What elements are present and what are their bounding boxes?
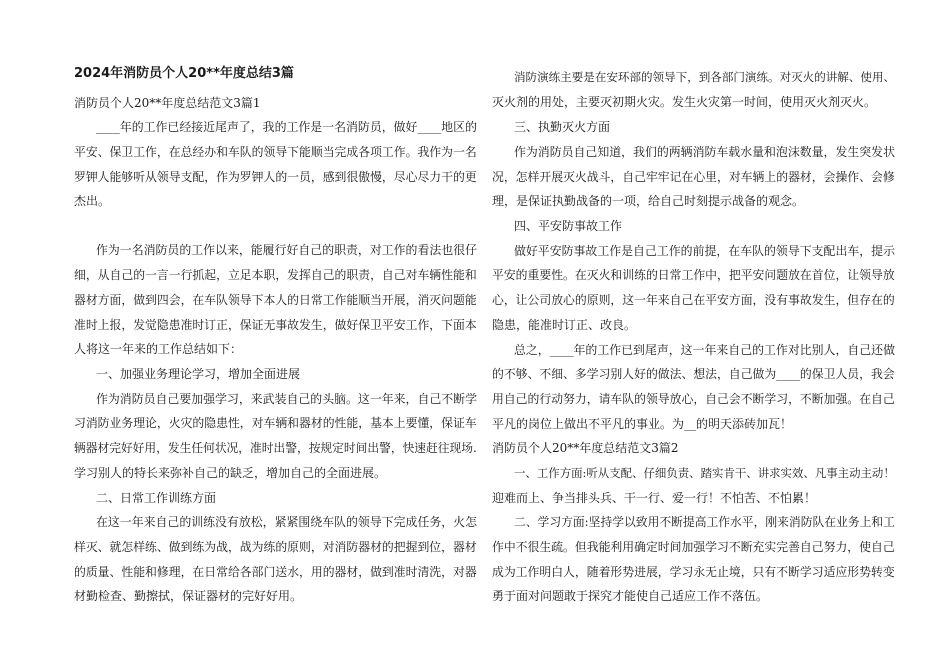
subsection-heading: 二、日常工作训练方面 (96, 491, 217, 505)
paragraph-line: 作中不很生疏。但我能利用确定时间加强学习不断充实完善自己努力，使自己 (492, 540, 895, 554)
paragraph-line: 迎难而上、争当排头兵、干一行、爱一行！不怕苦、不怕累！ (492, 491, 817, 505)
paragraph-line: 隐患，能准时订正、改良。 (492, 318, 637, 332)
paragraph-line: 作为消防员自己要加强学习，来武装自己的头脑。这一年来，自己不断学 (96, 392, 477, 406)
paragraph-line: 样灭、就怎样练、做到练为战，战为练的原则，对消防器材的把握到位，器材 (74, 540, 477, 554)
section-heading: 消防员个人20**年度总结范文3篇2 (492, 441, 679, 455)
paragraph-line: 二、学习方面:坚持学以致用不断提高工作水平，刚来消防队在业务上和工 (514, 515, 895, 529)
section-heading: 消防员个人20**年度总结范文3篇1 (74, 96, 261, 110)
paragraph-line: 况，怎样开展灭火战斗，自己牢牢记在心里，对车辆上的器材，会操作、会修 (492, 170, 895, 184)
paragraph-line: 学习别人的特长来弥补自己的缺乏，增加自己的全面进展。 (74, 466, 387, 480)
paragraph-line: 总之，____年的工作已到尾声，这一年来自己的工作对比别人，自己还做 (514, 343, 895, 357)
paragraph-line: 一、工作方面:听从支配、仔细负责、踏实肯干、讲求实效、凡事主动主动！ (514, 466, 895, 480)
paragraph-line: 材勤检查、勤擦拭，保证器材的完好好用。 (74, 589, 303, 603)
paragraph-line: 器材方面，做到四会，在车队领导下本人的日常工作能顺当开展，消灭问题能 (74, 293, 477, 307)
paragraph-line: 辆器材完好好用，发生任何状况，准时出警，按规定时间出警，快速赶往现场. (74, 441, 477, 455)
subsection-heading: 四、平安防事故工作 (514, 219, 623, 233)
paragraph-line: 杰出。 (74, 194, 111, 208)
paragraph-line: 灭火剂的用处，主要灭初期火灾。发生火灾第一时间，使用灭火剂灭火。 (492, 95, 877, 109)
paragraph-line: 准时上报，发觉隐患准时订正，保证无事故发生，做好保卫平安工作，下面本 (74, 318, 477, 332)
subsection-heading: 一、加强业务理论学习，增加全面进展 (96, 367, 301, 381)
paragraph-line: 消防演练主要是在安环部的领导下，到各部门演练。对灭火的讲解、使用、 (514, 70, 896, 84)
paragraph-line: 作为一名消防员的工作以来，能履行好自己的职责，对工作的看法也很仔 (96, 243, 477, 257)
paragraph-line: 的质量、性能和修理，在日常给各部门送水，用的器材，做到准时清洗，对器 (74, 565, 477, 579)
document-title: 2024年消防员个人20**年度总结3篇 (74, 66, 294, 81)
paragraph-line: 作为消防员自己知道，我们的两辆消防车载水量和泡沫数量，发生突发状 (514, 145, 895, 159)
paragraph-line: 的不够、不细、多学习别人好的做法、想法，自己做为____的保卫人员，我会 (492, 367, 895, 381)
paragraph-line: 成为工作明白人，随着形势进展，学习永无止境，只有不断学习适应形势转变 (492, 565, 895, 579)
paragraph-line: ____年的工作已经接近尾声了，我的工作是一名消防员，做好____地区的 (96, 120, 477, 134)
paragraph-line: 细，从自己的一言一行抓起，立足本职，发挥自己的职责，自己对车辆性能和 (74, 268, 477, 282)
paragraph-line: 罗钾人能够听从领导支配，作为罗钾人的一员，感到很傲慢，尽心尽力干的更 (74, 170, 477, 184)
paragraph-line: 平安的重要性。在灭火和训练的日常工作中，把平安问题放在首位，让领导放 (492, 268, 895, 282)
paragraph-line: 理，是保证执勤战备的一项，给自己时刻提示战备的观念。 (492, 194, 805, 208)
paragraph-line: 心，让公司放心的原则，这一年来自己在平安方面，没有事故发生，但存在的 (492, 293, 895, 307)
paragraph-line: 用自己的行动努力，请车队的领导放心，自己会不断学习，不断加强。在自己 (492, 392, 895, 406)
paragraph-line: 人将这一年来的工作总结如下： (74, 342, 243, 356)
paragraph-line: 平凡的岗位上做出不平凡的事业。为__的明天添砖加瓦！ (492, 417, 793, 431)
paragraph-line: 在这一年来自己的训练没有放松，紧紧围绕车队的领导下完成任务，火怎 (96, 515, 477, 529)
paragraph-line: 习消防业务理论，火灾的隐患性，对车辆和器材的性能，基本上要懂，保证车 (74, 416, 477, 430)
paragraph-line: 平安、保卫工作，在总经办和车队的领导下能顺当完成各项工作。我作为一名 (74, 145, 477, 159)
paragraph-line: 勇于面对问题敢于探究才能使自己适应工作不落伍。 (492, 589, 769, 603)
paragraph-line: 做好平安防事故工作是自己工作的前提，在车队的领导下支配出车，提示 (514, 244, 895, 258)
subsection-heading: 三、执勤灭火方面 (514, 120, 611, 134)
